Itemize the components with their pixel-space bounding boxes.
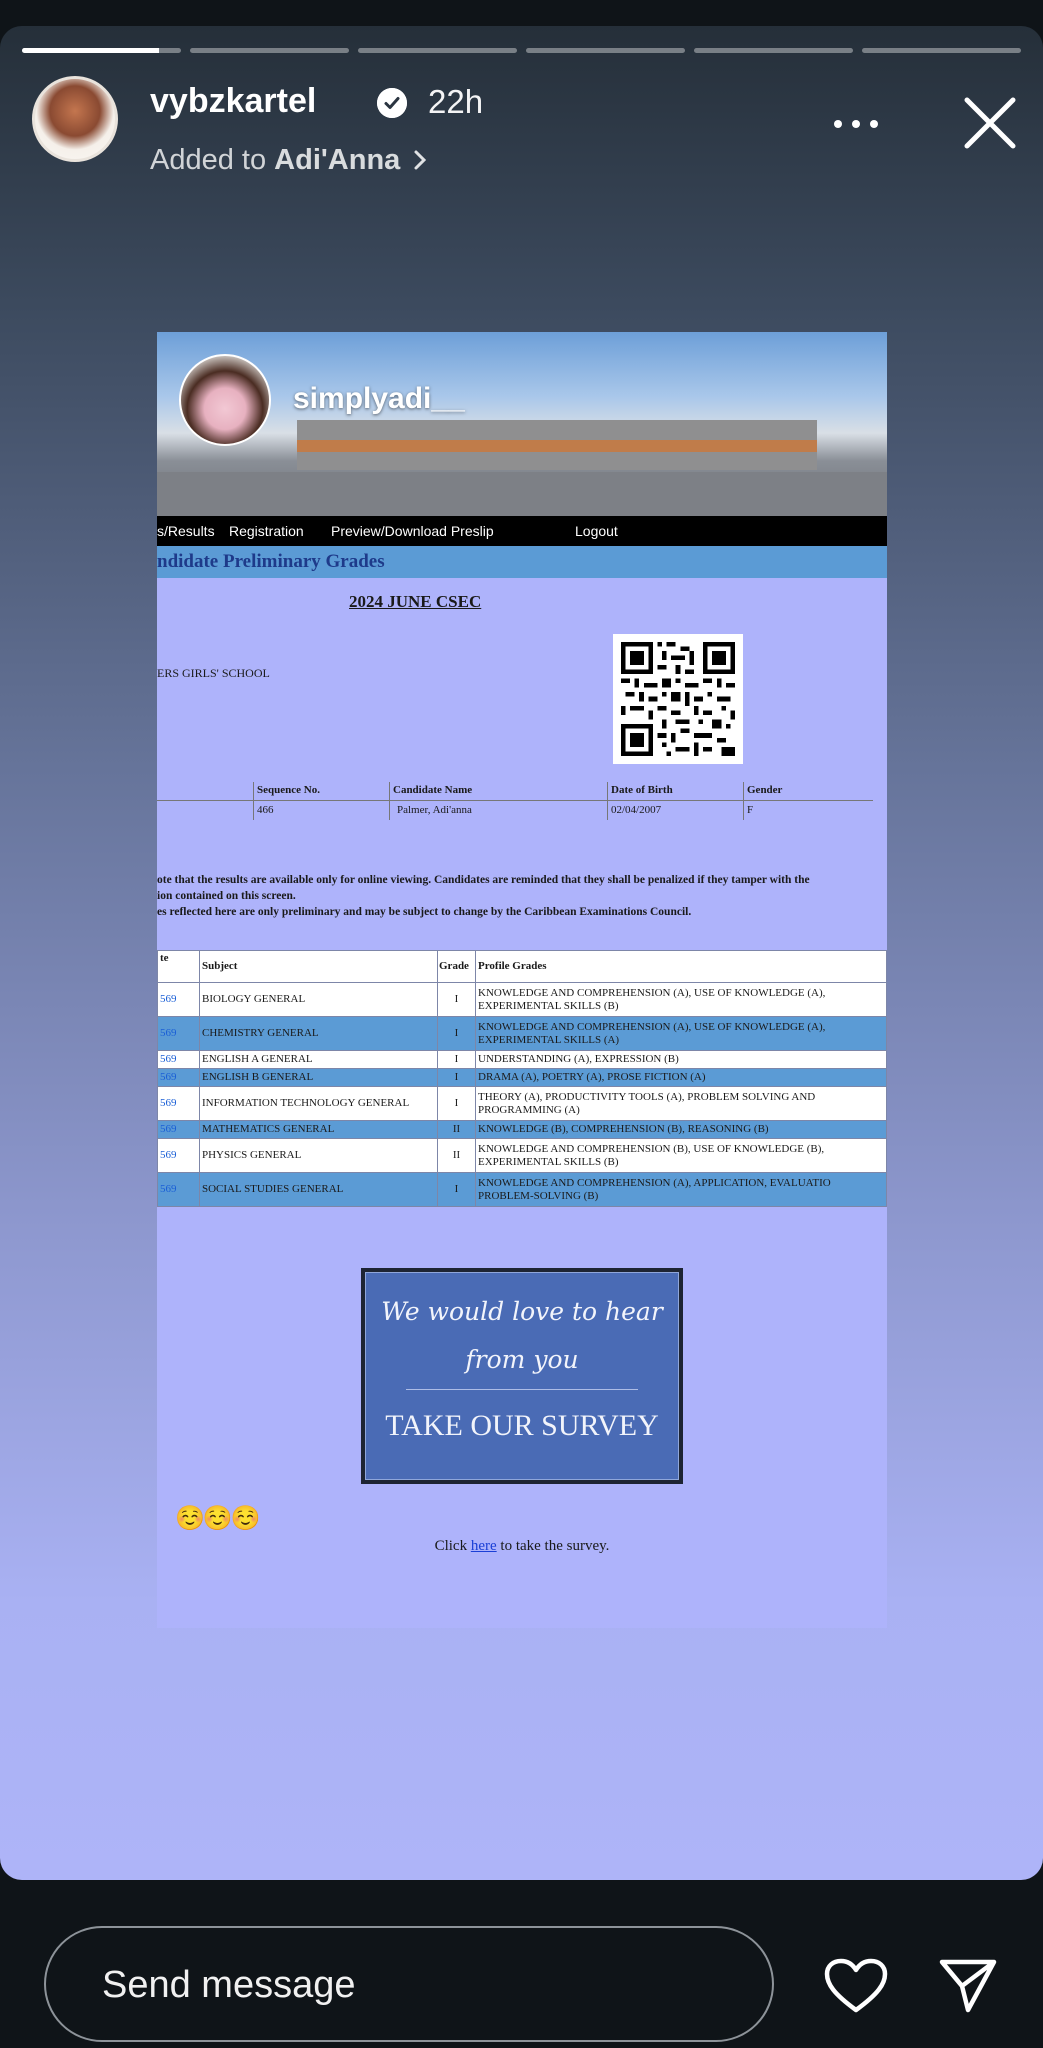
story-viewer[interactable] [0, 26, 1043, 1880]
row-code: 569 [158, 1017, 200, 1051]
progress-segment [694, 48, 853, 53]
verified-badge-icon [377, 88, 407, 118]
highlight-name[interactable]: Adi'Anna [274, 144, 401, 176]
row-profile: KNOWLEDGE AND COMPREHENSION (A), USE OF KNOWLEDGE (A), EXPERIMENTAL SKILLS (B) [476, 983, 887, 1017]
survey-line-1: We would love to hear [381, 1297, 663, 1326]
table-row [158, 1173, 887, 1207]
survey-line-2: from you [465, 1345, 579, 1374]
sequence-value: 466 [257, 804, 274, 816]
profile-banner [157, 332, 887, 516]
banner-ground [157, 472, 887, 516]
nav-logout: Logout [575, 523, 618, 539]
table-row [158, 1017, 887, 1051]
notice-line: ote that the results are available only for online viewing. Candidates are reminded that they shall be penalized if they tamper with the [157, 874, 810, 886]
row-subject: ENGLISH A GENERAL [200, 1051, 438, 1069]
nav-results: s/Results [157, 523, 215, 539]
progress-segment [22, 48, 181, 53]
row-profile: DRAMA (A), POETRY (A), PROSE FICTION (A) [476, 1069, 887, 1087]
row-grade: I [438, 1017, 476, 1051]
row-grade: I [438, 1087, 476, 1121]
send-message-placeholder: Send message [102, 1964, 356, 2006]
send-icon[interactable] [938, 1956, 998, 2016]
banner-handle: simplyadi__ [293, 382, 465, 415]
table-row [158, 1139, 887, 1173]
row-code: 569 [158, 1121, 200, 1139]
story-screenshot [157, 332, 887, 1628]
story-header [32, 76, 1023, 176]
progress-segment [526, 48, 685, 53]
row-grade: II [438, 1139, 476, 1173]
notice-line: ion contained on this screen. [157, 890, 296, 902]
row-profile: UNDERSTANDING (A), EXPRESSION (B) [476, 1051, 887, 1069]
row-grade: I [438, 983, 476, 1017]
survey-link-line [157, 1538, 887, 1555]
name-value: Palmer, Adi'anna [397, 804, 472, 816]
added-to-line[interactable] [150, 144, 428, 177]
row-subject: SOCIAL STUDIES GENERAL [200, 1173, 438, 1207]
story-footer [0, 1880, 1043, 2048]
row-code: 569 [158, 1051, 200, 1069]
row-code: 569 [158, 1139, 200, 1173]
nav-preslip: Preview/Download Preslip [331, 523, 494, 539]
grades-table [157, 950, 887, 1207]
close-icon[interactable] [961, 94, 1019, 152]
table-row [158, 1087, 887, 1121]
survey-line-3: TAKE OUR SURVEY [385, 1409, 659, 1442]
row-profile: KNOWLEDGE (B), COMPREHENSION (B), REASONING (B) [476, 1121, 887, 1139]
click-prefix: Click [434, 1538, 468, 1554]
row-subject: INFORMATION TECHNOLOGY GENERAL [200, 1087, 438, 1121]
emoji-sticker: ☺️☺️☺️ [175, 1505, 259, 1532]
portal-navbar [157, 516, 887, 546]
row-code: 569 [158, 1069, 200, 1087]
dob-header: Date of Birth [611, 784, 673, 796]
notice-line: es reflected here are only preliminary and may be subject to change by the Caribbean Examinations Council. [157, 906, 692, 918]
banner-profile-picture [179, 354, 271, 446]
survey-banner [361, 1268, 683, 1484]
dob-value: 02/04/2007 [611, 804, 662, 816]
heart-icon[interactable] [824, 1958, 888, 2014]
story-progress [22, 48, 1021, 53]
name-header: Candidate Name [393, 784, 473, 796]
page-title-bar [157, 546, 887, 578]
avatar[interactable] [32, 76, 118, 162]
send-message-input[interactable] [44, 1926, 774, 2042]
username[interactable]: vybzkartel [150, 82, 317, 120]
row-profile: KNOWLEDGE AND COMPREHENSION (A), USE OF KNOWLEDGE (A), EXPERIMENTAL SKILLS (A) [476, 1017, 887, 1051]
col-subject: Subject [200, 951, 438, 983]
nav-registration: Registration [229, 523, 304, 539]
row-code: 569 [158, 983, 200, 1017]
click-suffix: to take the survey. [500, 1538, 610, 1554]
results-notice [157, 872, 887, 920]
gender-header: Gender [747, 784, 783, 796]
chevron-right-icon [408, 144, 428, 176]
row-subject: PHYSICS GENERAL [200, 1139, 438, 1173]
added-to-prefix: Added to [150, 144, 267, 176]
table-row [158, 1051, 887, 1069]
row-profile: KNOWLEDGE AND COMPREHENSION (B), USE OF KNOWLEDGE (B), EXPERIMENTAL SKILLS (B) [476, 1139, 887, 1173]
gender-value: F [747, 804, 754, 816]
school-name: ERS GIRLS' SCHOOL [157, 666, 270, 680]
row-subject: BIOLOGY GENERAL [200, 983, 438, 1017]
progress-segment [190, 48, 349, 53]
col-code: te [158, 951, 200, 983]
sequence-header: Sequence No. [257, 784, 320, 796]
page-title: ndidate Preliminary Grades [157, 551, 385, 572]
row-code: 569 [158, 1173, 200, 1207]
story-time: 22h [428, 83, 484, 120]
col-profile: Profile Grades [476, 951, 887, 983]
more-icon[interactable] [831, 114, 881, 134]
row-subject: MATHEMATICS GENERAL [200, 1121, 438, 1139]
survey-link: here [470, 1538, 497, 1554]
row-profile: KNOWLEDGE AND COMPREHENSION (A), APPLICATION, EVALUATIO PROBLEM-SOLVING (B) [476, 1173, 887, 1207]
row-subject: ENGLISH B GENERAL [200, 1069, 438, 1087]
table-row [158, 1121, 887, 1139]
progress-segment [862, 48, 1021, 53]
row-subject: CHEMISTRY GENERAL [200, 1017, 438, 1051]
banner-building [297, 420, 817, 470]
qr-code [613, 634, 743, 764]
table-row [158, 1069, 887, 1087]
row-grade: I [438, 1069, 476, 1087]
col-grade: Grade [438, 951, 476, 983]
progress-segment [358, 48, 517, 53]
exam-title: 2024 JUNE CSEC [349, 592, 482, 611]
row-profile: THEORY (A), PRODUCTIVITY TOOLS (A), PROBLEM SOLVING AND PROGRAMMING (A) [476, 1087, 887, 1121]
table-row [158, 983, 887, 1017]
row-grade: II [438, 1121, 476, 1139]
row-code: 569 [158, 1087, 200, 1121]
table-header-row [158, 951, 887, 983]
row-grade: I [438, 1051, 476, 1069]
row-grade: I [438, 1173, 476, 1207]
